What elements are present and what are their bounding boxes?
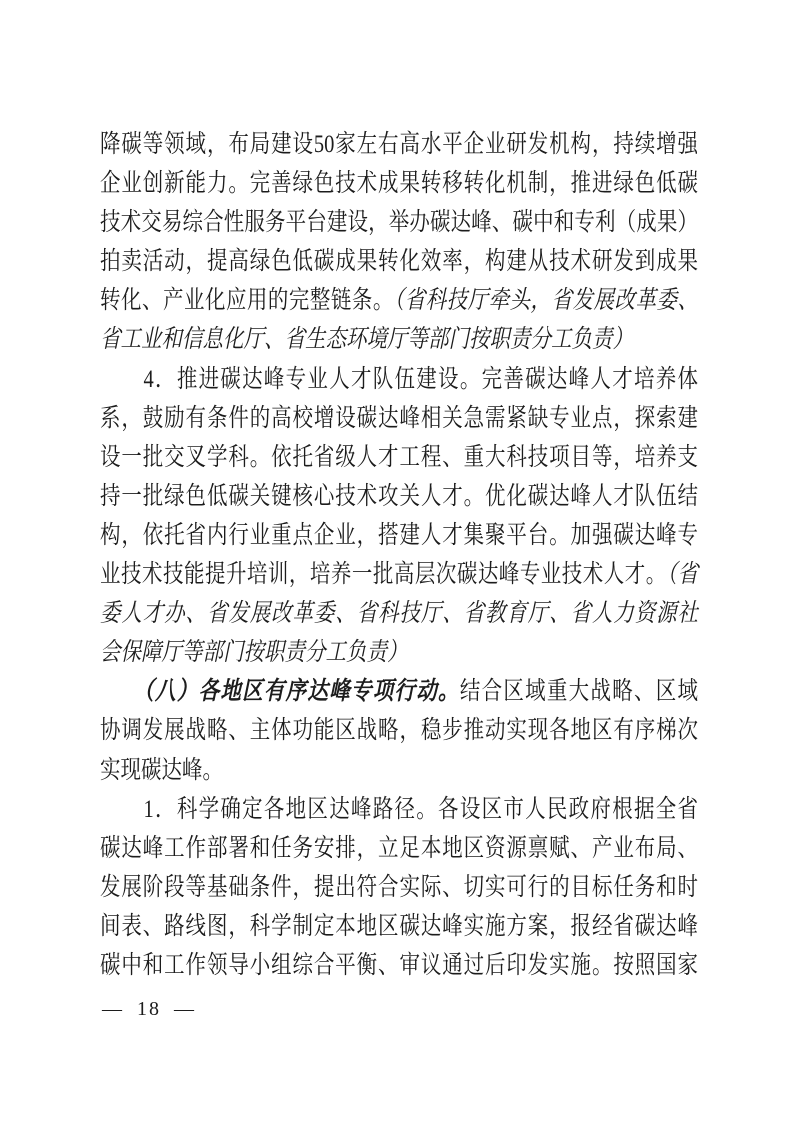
body-text: 转化、产业化应用的完整链条。 [100,287,394,315]
body-text: 系，鼓励有条件的高校增设碳达峰相关急需紧缺专业点，探索建 [100,405,698,432]
body-text: 持一批绿色低碳关键核心技术攻关人才。优化碳达峰人才队伍结 [100,483,698,511]
text-block [100,126,698,986]
text-line [100,943,698,991]
body-text: 设一批交叉学科。依托省级人才工程、重大科技项目等，培养支 [100,444,698,472]
body-text: 碳中和工作领导小组综合平衡、审议通过后印发实施。按照国家 [100,952,698,980]
body-text: 企业创新能力。完善绿色技术成果转移转化机制，推进绿色低碳 [100,170,698,198]
body-text: 降碳等领域，布局建设50家左右高水平企业研发机构，持续增强 [100,131,698,159]
body-text: 技术交易综合性服务平台建设，举办碳达峰、碳中和专利（成果） [100,209,698,237]
responsibility-note: 委人才办、省发展改革委、省科技厅、省教育厅、省人力资源社 [100,600,698,628]
responsibility-note: 会保障厅等部门按职责分工负责） [100,639,408,667]
body-text: 发展阶段等基础条件，提出符合实际、切实可行的目标任务和时 [100,874,698,902]
body-text: 4．推进碳达峰专业人才队伍建设。完善碳达峰人才培养体 [100,366,698,393]
section-heading: （八）各地区有序达峰专项行动。 [100,678,460,706]
body-text: 碳达峰工作部署和任务安排，立足本地区资源禀赋、产业布局、 [100,835,698,862]
responsibility-note: 省工业和信息化厅、省生态环境厅等部门按职责分工负责） [100,326,633,354]
body-text: 业技术技能提升培训，培养一批高层次碳达峰专业技术人才。 [100,561,667,589]
responsibility-note: （省科技厅牵头，省发展改革委、 [393,287,698,315]
body-text: 间表、路线图，科学制定本地区碳达峰实施方案，报经省碳达峰 [100,913,698,941]
body-text: 实现碳达峰。 [100,756,223,784]
body-text: 构，依托省内行业重点企业，搭建人才集聚平台。加强碳达峰专 [100,522,698,550]
responsibility-note: （省 [666,561,699,589]
body-text: 1．科学确定各地区达峰路径。各设区市人民政府根据全省 [100,796,698,823]
body-text: 结合区域重大战略、区域 [459,678,699,706]
body-text: 拍卖活动，提高绿色低碳成果转化效率，构建从技术研发到成果 [100,248,698,276]
body-text: 协调发展战略、主体功能区战略，稳步推动实现各地区有序梯次 [100,717,698,745]
page-number: — 18 — [102,998,196,1020]
